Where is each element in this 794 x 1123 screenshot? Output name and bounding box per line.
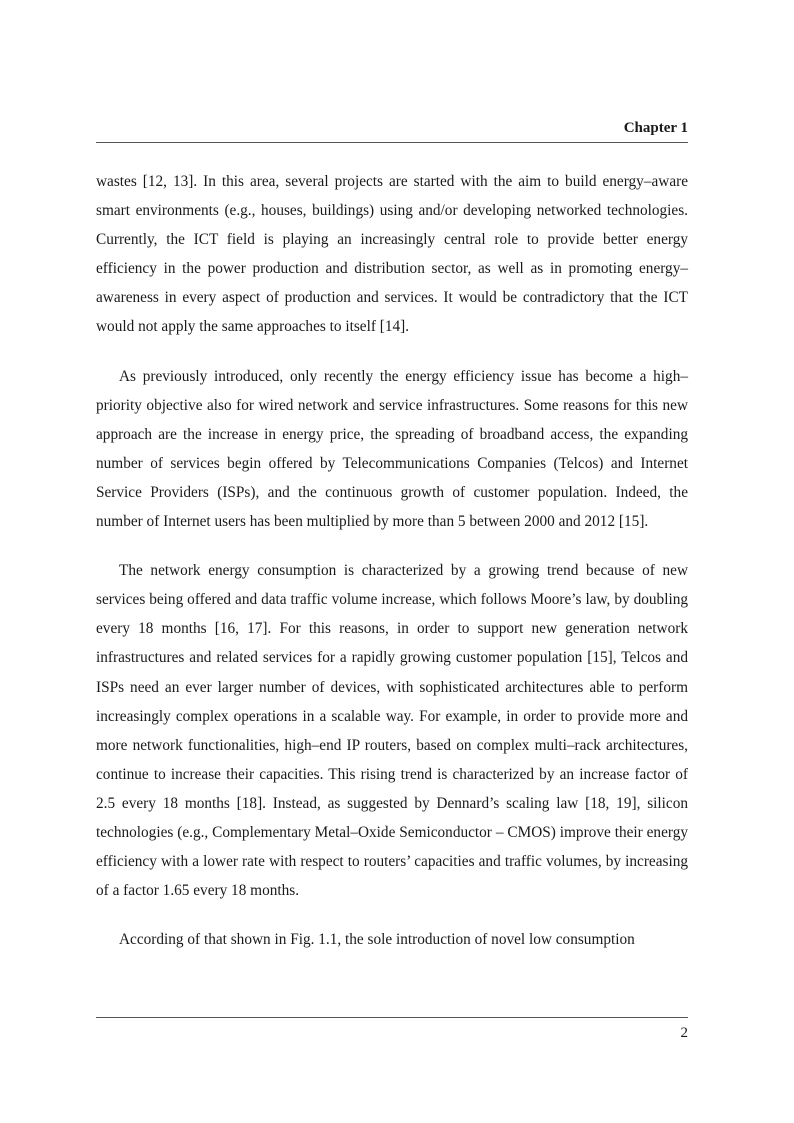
page-number: 2 xyxy=(680,1025,688,1041)
running-header xyxy=(96,118,688,143)
paragraph-2: As previously introduced, only recently the energy efficiency issue has become a high–priority objective also for wired network and service infrastructures. Some reasons for this new approach are the increase in energy price, the spreading of broadband access, the expanding number of services begin offered by Telecommunications Companies (Telcos) and Internet Service Providers (ISPs), and the continuous growth of customer population. Indeed, the number of Internet users has been multiplied by more than 5 between 2000 and 2012 [15]. xyxy=(96,367,688,531)
paragraph-1: wastes [12, 13]. In this area, several projects are started with the aim to build energy–aware smart environments (e.g., houses, buildings) using and/or developing networked technologies. Currently, the ICT field is playing an increasingly central role to provide better energy efficiency in the power production and distribution sector, as well as in promoting energy–awareness in every aspect of production and services. It would be contradictory that the ICT would not apply the same approaches to itself [14]. xyxy=(96,173,688,336)
paragraph-3: The network energy consumption is characterized by a growing trend because of new services being offered and data traffic volume increase, which follows Moore’s law, by doubling every 18 months [16, 17]. For this reasons, in order to support new generation network infrastructures and related services for a rapidly growing customer population [15], Telcos and ISPs need an ever larger number of devices, with sophisticated architectures able to perform increasingly complex operations in a scalable way. For example, in order to provide more and more network functionalities, high–end IP routers, based on complex multi–rack architectures, continue to increase their capacities. This rising trend is characterized by an increase factor of 2.5 every 18 months [18]. Instead, as suggested by Dennard’s scaling law [18, 19], silicon technologies (e.g., Complementary Metal–Oxide Semiconductor – CMOS) improve their energy efficiency with a lower rate with respect to routers’ capacities and traffic volumes, by increasing of a factor 1.65 every 18 months. xyxy=(96,562,688,900)
chapter-title: Chapter 1 xyxy=(623,120,688,136)
page-footer xyxy=(96,1017,688,1041)
paragraph-4: According of that shown in Fig. 1.1, the sole introduction of novel low consumption xyxy=(119,931,635,949)
body-text xyxy=(96,167,688,974)
